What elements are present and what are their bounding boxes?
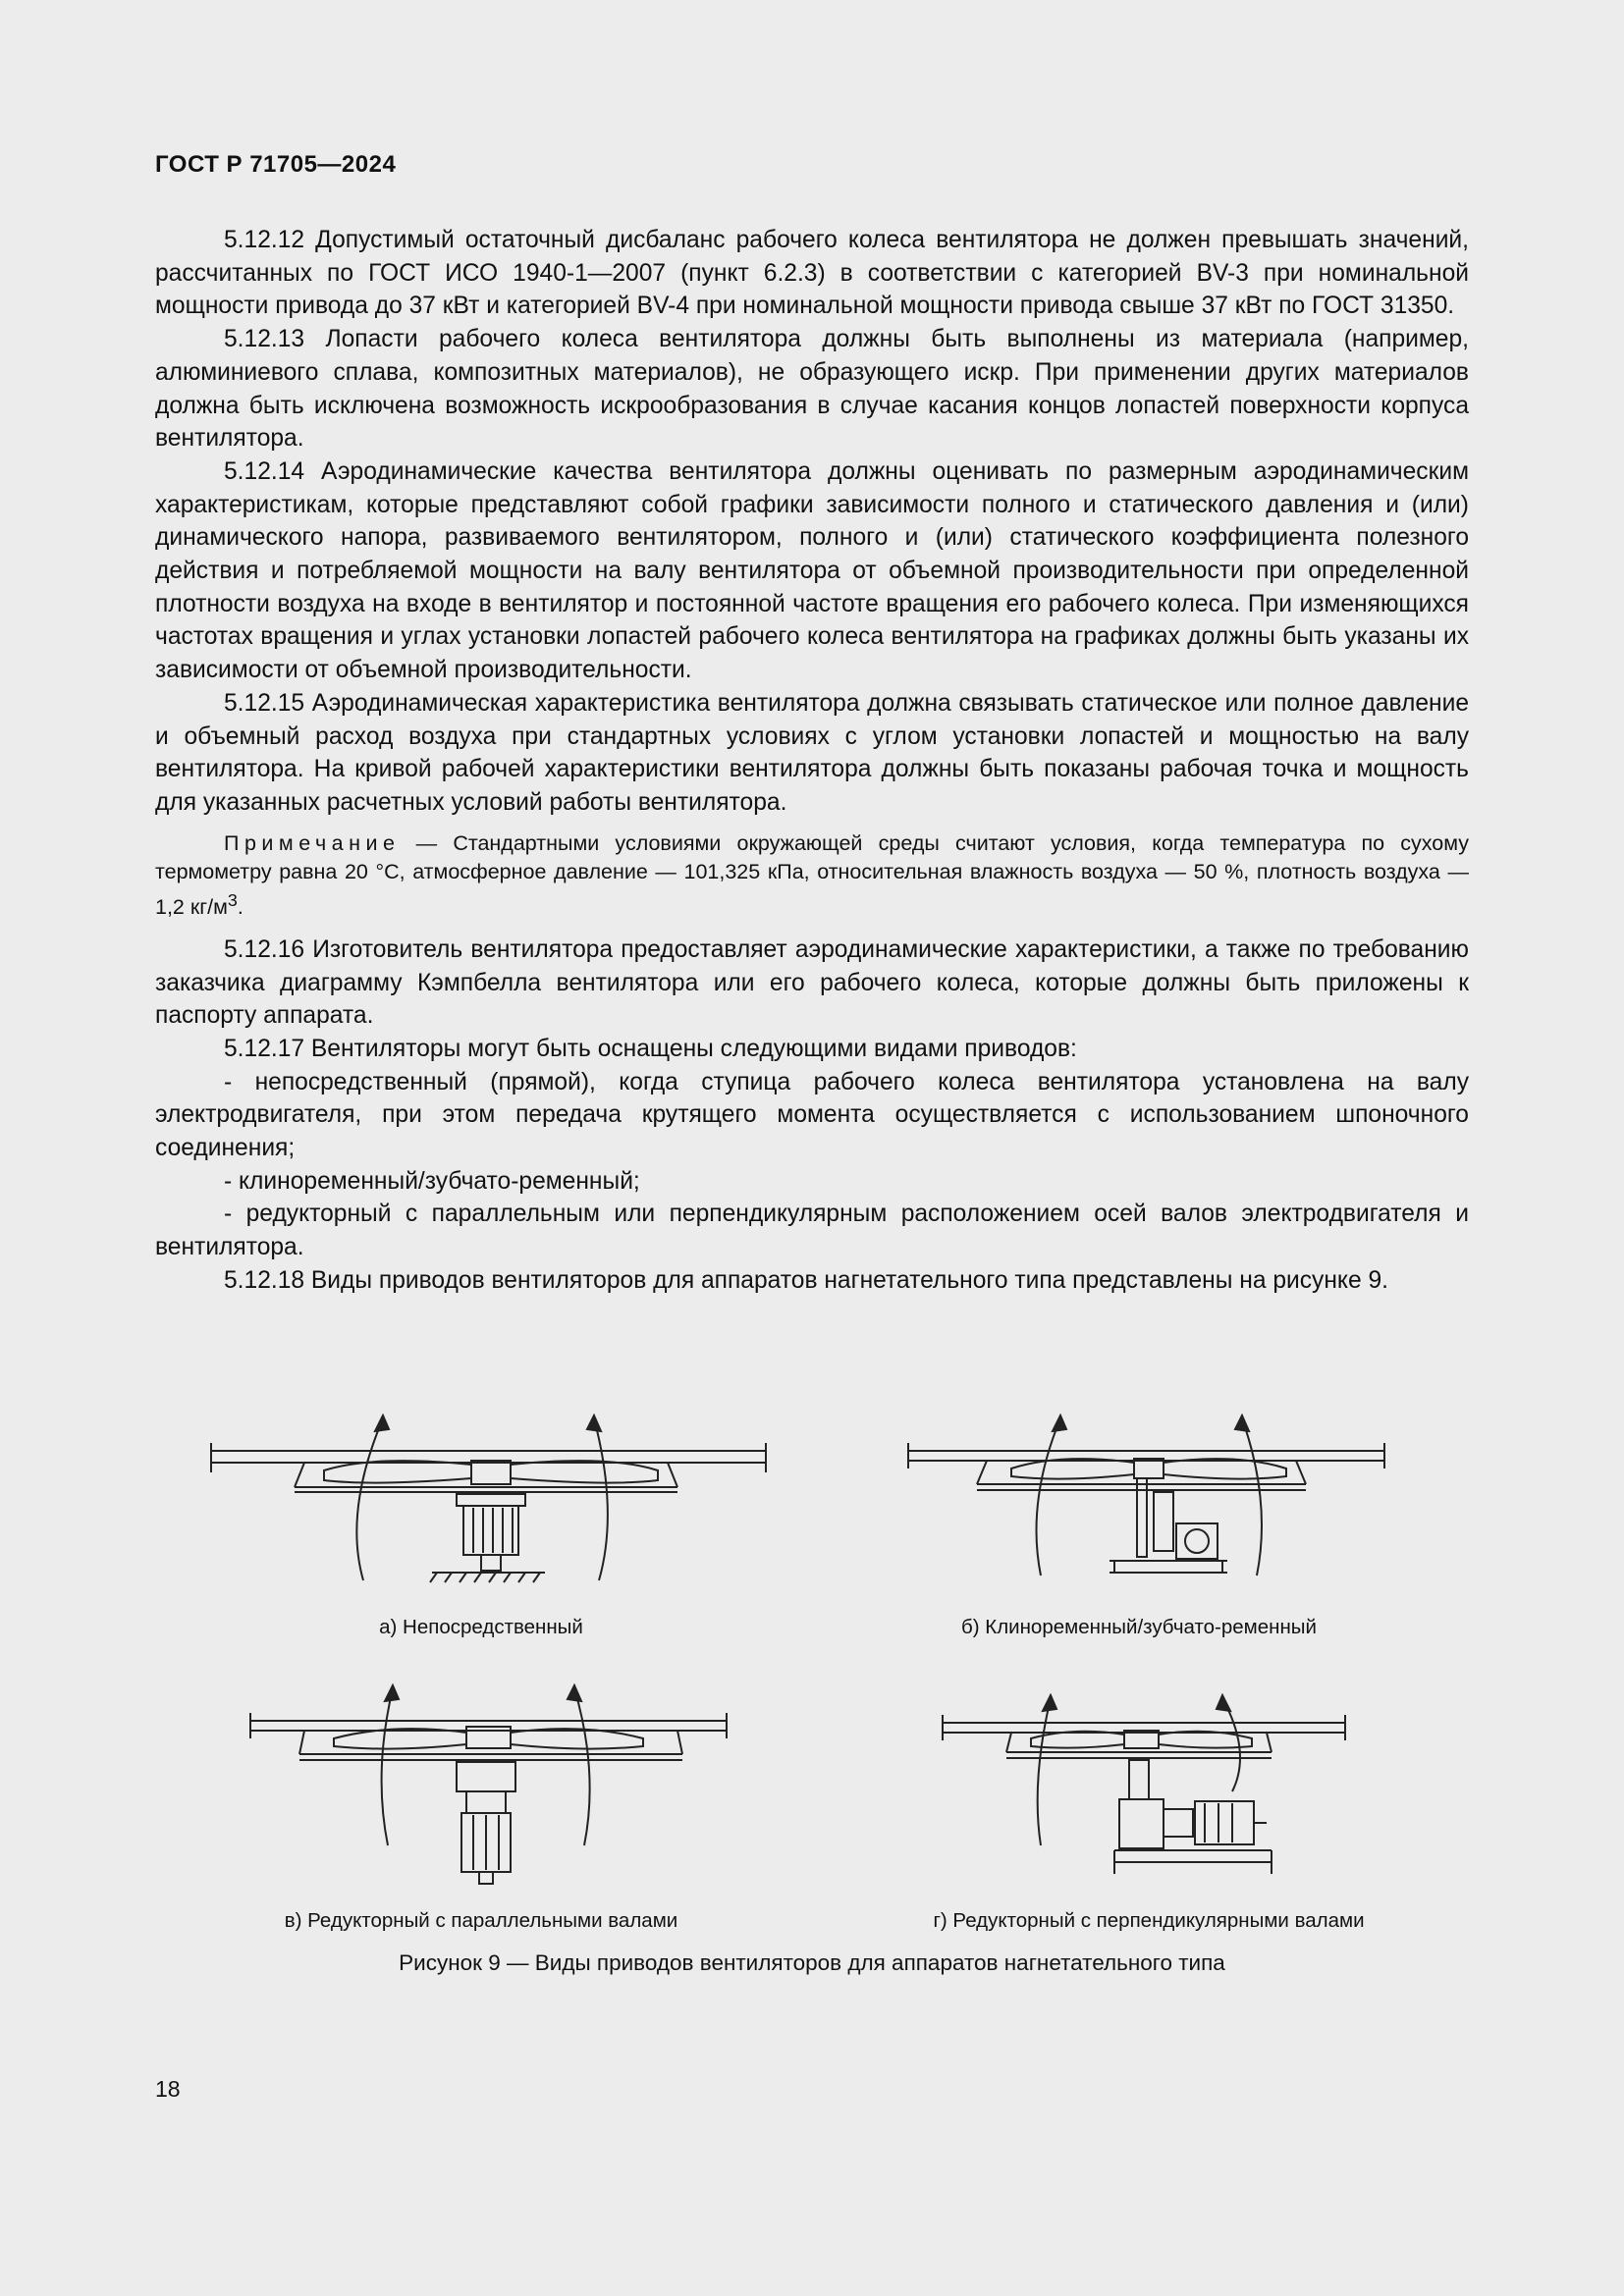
list-item-gear: - редукторный с параллельным или перпендикулярным расположением осей валов электродвигателя и вентилятора. bbox=[155, 1201, 1469, 1261]
paragraph-5-12-14: 5.12.14 Аэродинамические качества вентилятора должны оценивать по размерным аэродинамическим характеристикам, которые представляют собой графики зависимости полного и статического давления и (или) динамического напора, развиваемого вентилятором, полного и (или) статического коэффициента полезного действия и потребляемой мощности на валу вентилятора от объемной производительности при определенной плотности воздуха на входе в вентилятор и постоянной частоте вращения его рабочего колеса. При изменяющихся частотах вращения и углах установки лопастей рабочего колеса вентилятора на графиках должны быть указаны их зависимости от объемной производительности. bbox=[155, 457, 1469, 684]
drive-gear-perpendicular-drawing bbox=[938, 1693, 1370, 1890]
note-text: — Стандартными условиями окружающей среды считают условия, когда температура по сухому термометру равна 20 °С, атмосферное давление — 101,325 кПа, относительная влажность воздуха — 50 %, плотность воздуха — 1,2 кг/м bbox=[155, 830, 1469, 919]
drive-belt-drawing bbox=[903, 1414, 1394, 1600]
note-label: Примечание bbox=[224, 830, 401, 855]
note-superscript: 3 bbox=[227, 889, 238, 910]
caption-gear-perpendicular: г) Редукторный с перпендикулярными валами bbox=[933, 1909, 1365, 1932]
list-item-direct: - непосредственный (прямой), когда ступица рабочего колеса вентилятора установлена на валу электродвигателя, при этом передача крутящего момента осуществляется с использованием шпоночного соединения; bbox=[155, 1068, 1469, 1162]
page-number: 18 bbox=[155, 2076, 181, 2102]
note bbox=[155, 829, 1469, 922]
drive-direct-drawing bbox=[206, 1414, 776, 1600]
paragraph-5-12-16: 5.12.16 Изготовитель вентилятора предоставляет аэродинамические характеристики, а также по требованию заказчика диаграмму Кэмпбелла вентилятора или его рабочего колеса, которые должны быть приложены к паспорту аппарата. bbox=[155, 935, 1469, 1030]
paragraph-5-12-18: 5.12.18 Виды приводов вентиляторов для аппаратов нагнетательного типа представлены на рисунке 9. bbox=[224, 1266, 1388, 1294]
caption-belt: б) Клиноременный/зубчато-ременный bbox=[960, 1616, 1317, 1638]
caption-direct: а) Непосредственный bbox=[379, 1616, 583, 1638]
figure-title: Рисунок 9 — Виды приводов вентиляторов для аппаратов нагнетательного типа bbox=[399, 1950, 1225, 1975]
document-header: ГОСТ Р 71705—2024 bbox=[155, 151, 397, 178]
caption-gear-parallel: в) Редукторный с параллельными валами bbox=[284, 1909, 678, 1932]
paragraph-5-12-15: 5.12.15 Аэродинамическая характеристика вентилятора должна связывать статическое или полное давление и объемный расход воздуха при стандартных условиях с углом установки лопастей и мощностью на валу вентилятора. На кривой рабочей характеристики вентилятора должны быть показаны рабочая точка и мощность для указанных расчетных условий работы вентилятора. bbox=[155, 689, 1469, 816]
paragraph-5-12-17: 5.12.17 Вентиляторы могут быть оснащены следующими видами приводов: bbox=[224, 1035, 1077, 1062]
list-item-belt: - клиноременный/зубчато-ременный; bbox=[224, 1167, 640, 1195]
note-end: . bbox=[237, 894, 244, 919]
body-text bbox=[155, 224, 1469, 1298]
paragraph-5-12-13: 5.12.13 Лопасти рабочего колеса вентилятора должны быть выполнены из материала (например, алюминиевого сплава, композитных материалов), не образующего искр. При применении других материалов должна быть исключена возможность искрообразования в случае касания концов лопастей поверхности корпуса вентилятора. bbox=[155, 326, 1469, 453]
paragraph-5-12-12: 5.12.12 Допустимый остаточный дисбаланс рабочего колеса вентилятора не должен превышать значений, рассчитанных по ГОСТ ИСО 1940-1—2007 (пункт 6.2.3) в соответствии с категорией BV-3 при номинальной мощности привода до 37 кВт и категорией BV-4 при номинальной мощности привода свыше 37 кВт по ГОСТ 31350. bbox=[155, 227, 1469, 320]
drive-gear-parallel-drawing bbox=[245, 1683, 736, 1890]
